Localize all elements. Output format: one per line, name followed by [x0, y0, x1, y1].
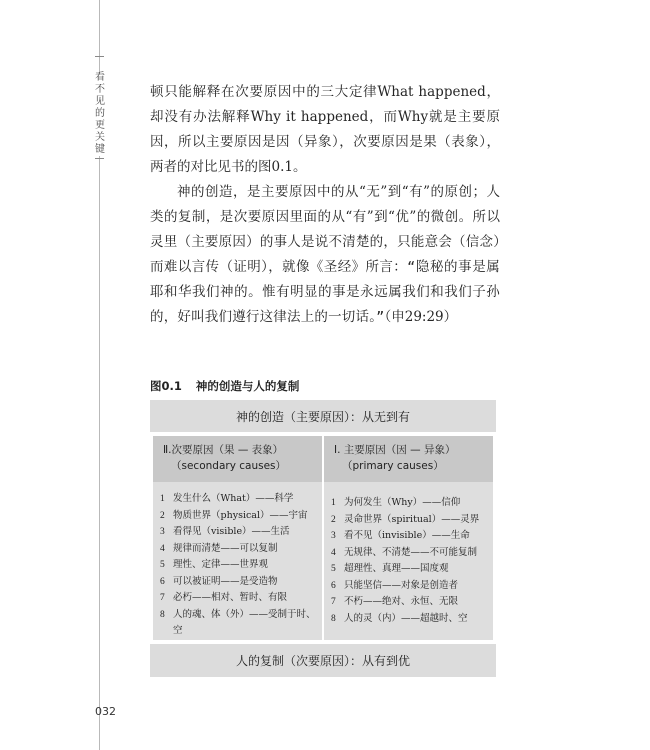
- column-heading: [324, 436, 493, 482]
- item-text: 必朽——相对、暂时、有限: [173, 592, 288, 603]
- item-number: 5: [160, 560, 165, 570]
- list-item: [160, 590, 322, 607]
- item-number: 3: [160, 527, 165, 537]
- item-number: 5: [331, 564, 336, 574]
- list-item: [331, 578, 493, 595]
- paragraph-text: 神的创造，是主要原因中的从“无”到“有”的原创；人类的复制，是次要原因里面的从“有”到“优”的微创。所以灵里（主要原因）的事人是说不清楚的，只能意会（信念）而难以言传（证明），就像《圣经》所言：: [150, 184, 500, 275]
- item-number: 7: [160, 593, 165, 603]
- margin-rule-tick: [95, 158, 104, 159]
- figure-top-banner: 神的创造（主要原因）：从无到有: [150, 400, 496, 432]
- item-number: 4: [331, 547, 336, 558]
- item-number: 1: [160, 494, 165, 504]
- list-item: [160, 524, 322, 541]
- scripture-quote: “隐秘的事是属耶和华我们神的。惟有明显的事是永远属我们和我们子孙的，好叫我们遵行这律法上的一切话。”: [150, 259, 501, 325]
- item-text: 为何发生（Why）——信仰: [344, 497, 461, 508]
- item-text: 看不见（invisible）——生命: [344, 530, 470, 541]
- column-heading: [153, 436, 322, 482]
- body-text: [150, 80, 500, 330]
- list-item: [331, 545, 493, 562]
- item-number: 2: [160, 510, 165, 521]
- item-text: 发生什么（What）——科学: [173, 493, 294, 504]
- list-item: [331, 611, 493, 628]
- item-text: 只能坚信——对象是创造者: [344, 579, 459, 591]
- primary-causes-column: [324, 436, 493, 640]
- list-item: [160, 607, 322, 640]
- list-item: [331, 512, 493, 529]
- item-text: 可以被证明——是受造物: [173, 575, 278, 587]
- item-text: 人的灵（内）——超越时、空: [344, 612, 468, 624]
- item-number: 4: [160, 543, 165, 554]
- item-number: 8: [331, 613, 336, 624]
- list-item: [331, 495, 493, 512]
- figure-columns: [150, 432, 496, 644]
- item-text: 物质世界（physical）——宇宙: [173, 509, 308, 521]
- item-text: 规律而清楚——可以复制: [173, 542, 278, 554]
- item-text: 看得见（visible）——生活: [173, 526, 290, 537]
- list-item: [331, 561, 493, 578]
- list-item: [160, 541, 322, 558]
- figure-0-1: [150, 400, 496, 677]
- list-item: [160, 508, 322, 525]
- item-text: 人的魂、体（外）——受制于时、空: [173, 608, 316, 636]
- column-list: [324, 482, 493, 640]
- item-text: 无规律、不清楚——不可能复制: [344, 546, 478, 558]
- item-number: 7: [331, 597, 336, 607]
- column-list: [153, 482, 322, 640]
- item-number: 2: [331, 514, 336, 525]
- margin-rule-tick: [95, 56, 104, 57]
- column-heading-title: Ⅱ.次要原因（果 — 表象）: [163, 444, 284, 456]
- item-text: 不朽——绝对、永恒、无限: [344, 596, 459, 607]
- figure-caption: [150, 378, 299, 394]
- running-head: 看不见的更关键: [95, 72, 105, 155]
- list-item: [331, 594, 493, 611]
- item-number: 6: [160, 576, 165, 587]
- paragraph: 顿只能解释在次要原因中的三大定律What happened，却没有办法解释Why it happened，而Why就是主要原因，所以主要原因是因（异象），次要原因是果（表象），两者的对比见书的图0.1。: [150, 84, 500, 175]
- column-heading-subtitle: （secondary causes）: [171, 460, 287, 472]
- page-number: 032: [95, 705, 116, 718]
- list-item: [160, 491, 322, 508]
- figure-number: 图0.1: [150, 379, 182, 393]
- item-number: 1: [331, 498, 336, 508]
- figure-title: 神的创造与人的复制: [195, 379, 300, 393]
- item-number: 6: [331, 580, 336, 591]
- list-item: [331, 528, 493, 545]
- list-item: [160, 557, 322, 574]
- item-number: 8: [160, 609, 165, 620]
- figure-bottom-banner: 人的复制（次要原因）：从有到优: [150, 644, 496, 677]
- item-text: 灵命世界（spiritual）——灵界: [344, 513, 480, 525]
- column-heading-title: Ⅰ. 主要原因（因 — 异象）: [334, 444, 456, 456]
- scripture-reference: （申29:29）: [384, 309, 458, 325]
- item-number: 3: [331, 531, 336, 541]
- column-heading-subtitle: （primary causes）: [342, 460, 444, 472]
- secondary-causes-column: [153, 436, 322, 640]
- list-item: [160, 574, 322, 591]
- item-text: 超理性、真理——国度观: [344, 563, 449, 574]
- paragraph: [150, 180, 500, 330]
- item-text: 理性、定律——世界观: [173, 559, 269, 570]
